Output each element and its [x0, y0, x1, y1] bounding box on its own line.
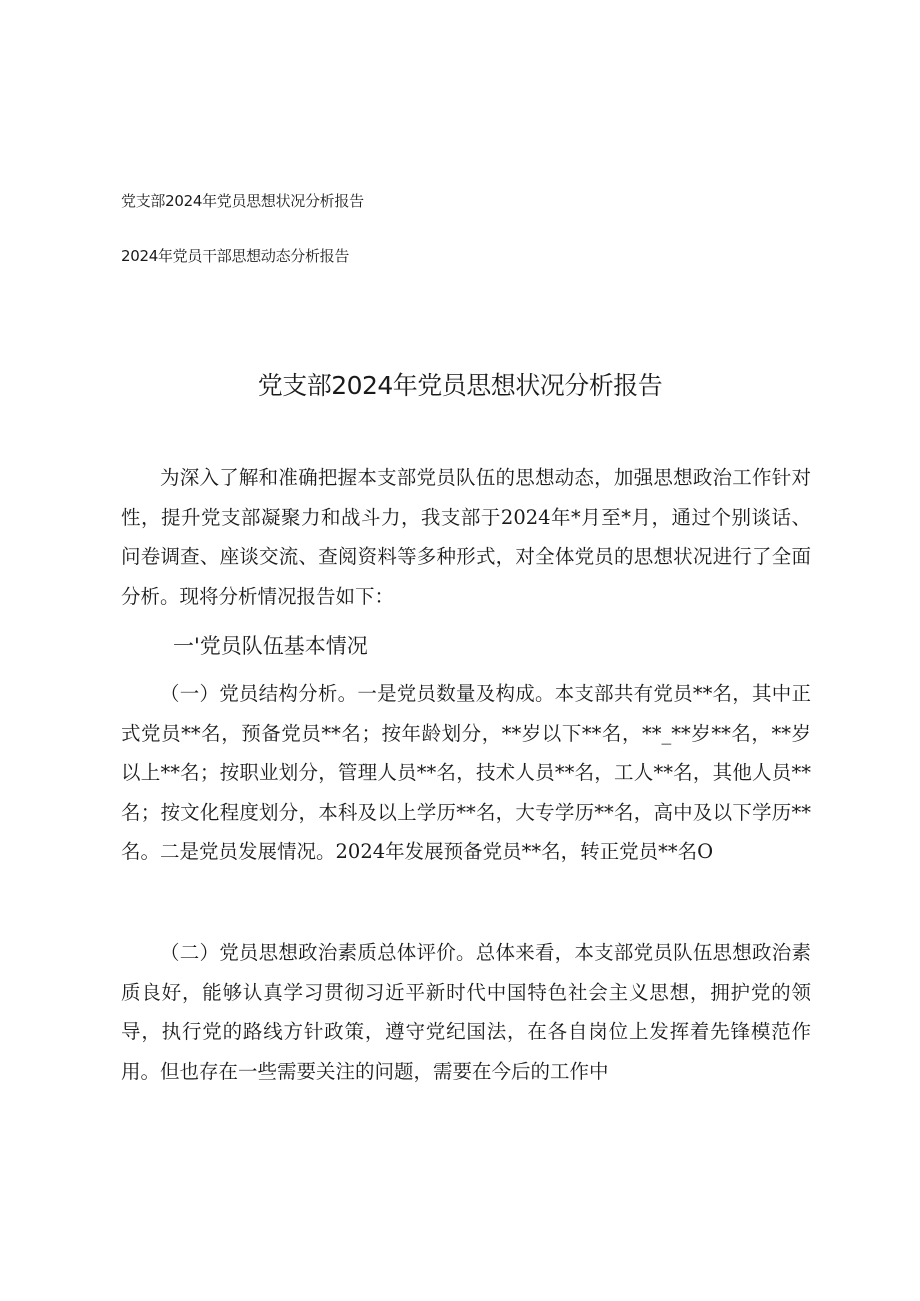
paragraph-member-structure: （一）党员结构分析。一是党员数量及构成。本支部共有党员**名，其中正式党员**名，预备党员**名；按年龄划分，**岁以下**名，**_**岁**名，**岁以上**名；按职业划分，管理人员**名，技术人员**名，工人**名，其他人员**名；按文化程度划分，本科及以上学历**名，大专学历**名，高中及以下学历**名。二是党员发展情况。2024年发展预备党员**名，转正党员**名O — [121, 682, 811, 863]
document-title: 党支部2024年党员思想状况分析报告 — [257, 371, 663, 400]
intro-paragraph: 为深入了解和准确把握本支部党员队伍的思想动态，加强思想政治工作针对性，提升党支部凝聚力和战斗力，我支部于2024年*月至*月，通过个别谈话、问卷调查、座谈交流、查阅资料等多种形式，对全体党员的思想状况进行了全面分析。现将分析情况报告如下： — [121, 466, 811, 608]
toc-entry-1: 党支部2024年党员思想状况分析报告 — [121, 192, 364, 210]
paragraph-overall-evaluation: （二）党员思想政治素质总体评价。总体来看，本支部党员队伍思想政治素质良好，能够认真学习贯彻习近平新时代中国特色社会主义思想，拥护党的领导，执行党的路线方针政策，遵守党纪国法，在各自岗位上发挥着先锋模范作用。但也存在一些需要关注的问题，需要在今后的工作中 — [121, 941, 811, 1083]
section-heading-1: 一'党员队伍基本情况 — [173, 634, 368, 658]
toc-entry-2: 2024年党员干部思想动态分析报告 — [121, 247, 350, 265]
